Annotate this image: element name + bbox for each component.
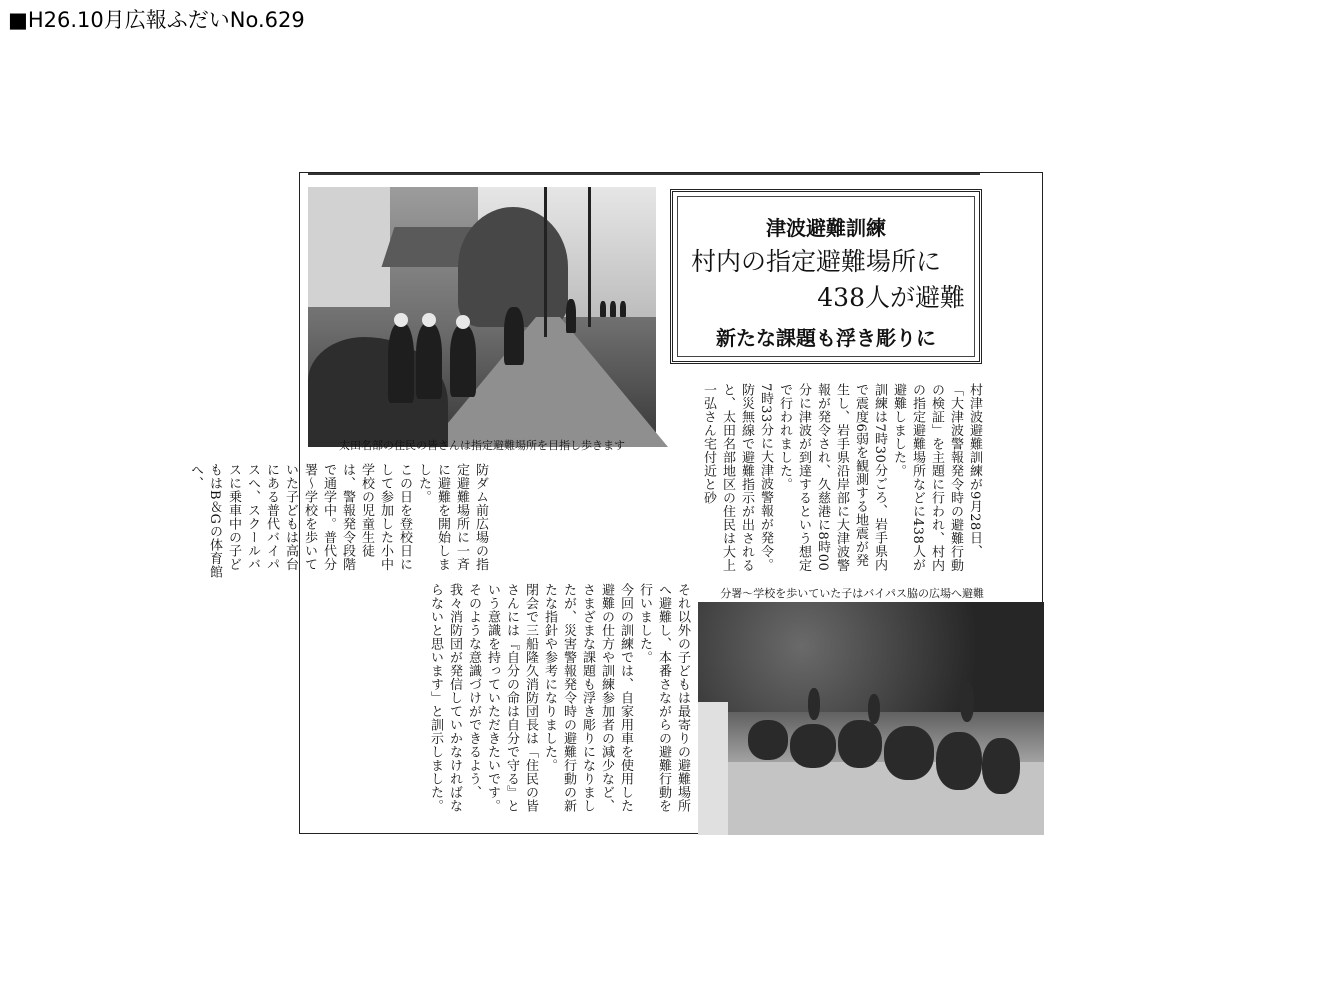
child-figure xyxy=(960,682,974,722)
resident-figure xyxy=(504,307,524,365)
paragraph: 今回の訓練では、自家用車を使用した避難の仕方や訓練参加者の減少など、さまざまな課題も浮き彫りになりましたが、災害警報発令時の避難行動の新たな指針や参考になりました。 xyxy=(542,583,633,813)
headline-subtitle: 新たな課題も浮き彫りに xyxy=(716,326,936,350)
newspaper-clipping xyxy=(188,172,1043,834)
slide-title: ■H26.10月広報ふだいNo.629 xyxy=(8,8,305,32)
resident-figure xyxy=(450,325,476,397)
headline-main-line2: 438人が避難 xyxy=(817,283,965,312)
paragraph: 訓練は7時30分ごろ、岩手県内で震度6弱を観測する地震が発生し、岩手県沿岸部に大津波警報が発令され、久慈港に8時00分に津波が到達するという想定で行われました。 xyxy=(777,383,887,572)
child-figure xyxy=(838,720,882,768)
paragraph: 7時33分に大津波警報が発令。防災無線で避難指示が出されると、太田名部地区の住民は大上一弘さん宅付近と砂 xyxy=(701,383,773,572)
top-rule xyxy=(308,173,980,175)
child-figure xyxy=(884,726,934,780)
paragraph: それ以外の子どもは最寄りの避難場所へ避難し、本番さながらの避難行動を行いました。 xyxy=(637,583,690,813)
headline-box xyxy=(670,189,982,364)
child-figure xyxy=(748,720,788,760)
headline-main-line1: 村内の指定避難場所に xyxy=(691,247,942,276)
child-figure xyxy=(982,738,1020,794)
photo-residents-walking xyxy=(308,187,656,436)
child-figure xyxy=(936,732,982,790)
article-column-lower-left xyxy=(188,463,490,583)
paragraph: この日を登校日にして参加した小中学校の児童生徒は、警報発令段階で通学中。普代分署～学校を歩いていた子どもは高台にある普代バイパスへ、スクールバスに乗車中の子どもはB＆Gの体育館へ、 xyxy=(188,463,412,579)
article-column-upper xyxy=(644,383,984,575)
resident-figure xyxy=(566,299,576,333)
headline-kicker: 津波避難訓練 xyxy=(766,216,886,240)
photo-children-evacuated xyxy=(698,602,1044,835)
article-column-lower-middle xyxy=(308,583,692,823)
resident-figure xyxy=(416,323,442,399)
photo2-caption: 分署～学校を歩いていた子はバイパス脇の広場へ避難 xyxy=(720,587,984,600)
resident-figure xyxy=(388,323,414,403)
child-figure xyxy=(790,724,836,768)
paragraph: 防ダム前広場の指定避難場所に一斉に避難を開始しました。 xyxy=(416,463,488,571)
paragraph: 村津波避難訓練が9月28日、「大津波警報発令時の避難行動の検証」を主題に行われ、村内の指定避難場所などに438人が避難しました。 xyxy=(891,383,982,572)
paragraph: 閉会で三船隆久消防団長は「住民の皆さんには『自分の命は自分で守る』という意識を持っていただきたいです。そのような意識づけができるよう、我々消防団が発信していかなければならないと思います」と訓示しました。 xyxy=(428,583,538,813)
photo1-caption: 太田名部の住民の皆さんは指定避難場所を目指し歩きます xyxy=(339,439,625,452)
